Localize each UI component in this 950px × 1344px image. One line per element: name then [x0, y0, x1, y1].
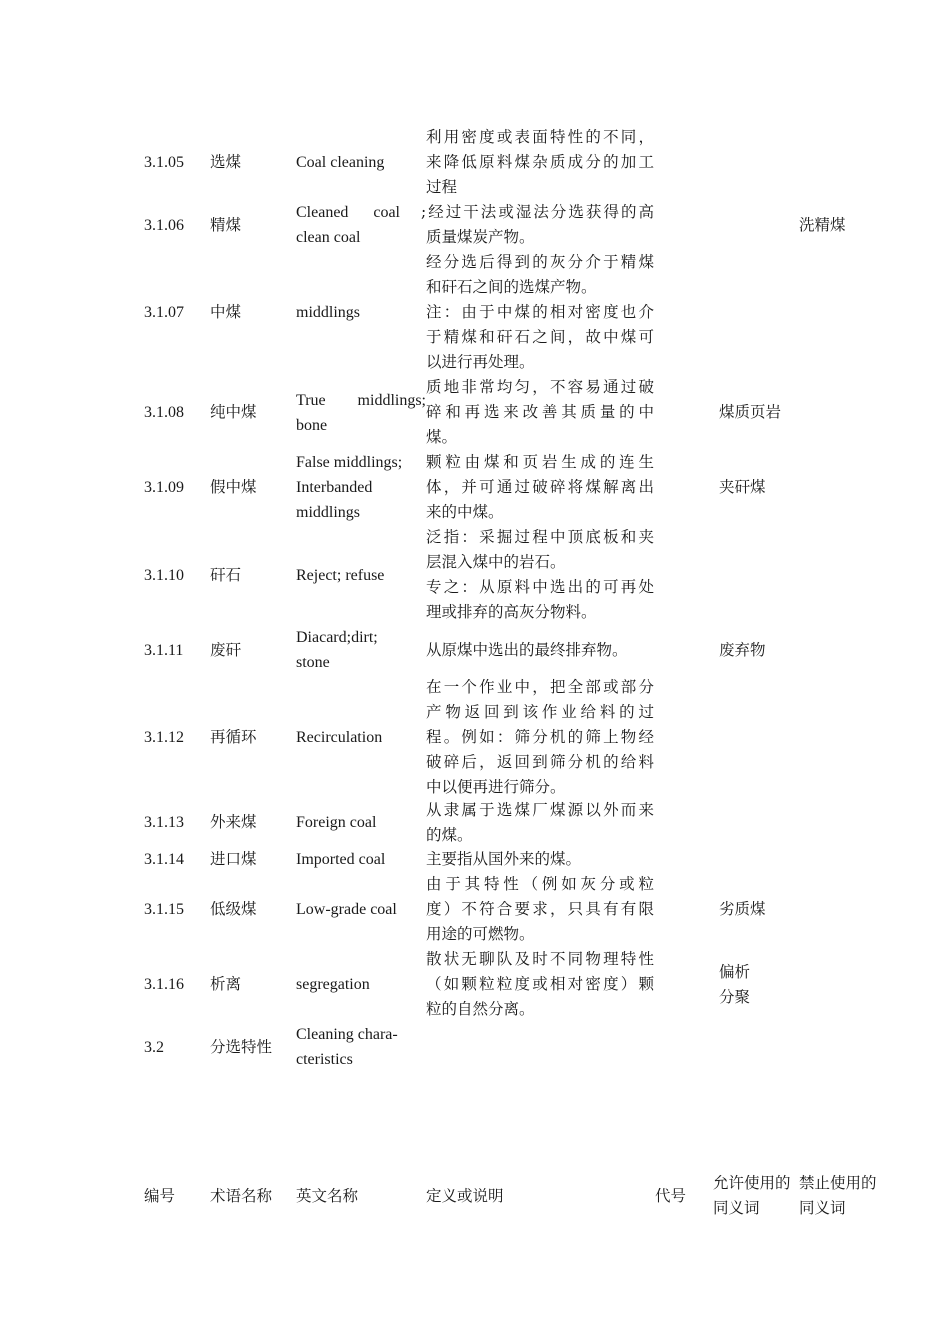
term-number: 3.1.13 — [144, 814, 184, 831]
forbidden-synonym: 洗精煤 — [799, 215, 846, 234]
term-name: 选煤 — [210, 153, 242, 171]
term-number: 3.1.08 — [144, 404, 184, 421]
definition: 利用密度或表面特性的不同， 来降低原料煤杂质成分的加工 过程 — [426, 128, 654, 196]
term-row-3-1-16 — [0, 947, 950, 1022]
definition: 由于其特性（例如灰分或粒 度）不符合要求，只具有有限 用途的可燃物。 — [426, 875, 654, 943]
header-number: 编号 — [144, 1186, 176, 1205]
term-row-3-1-09 — [0, 450, 950, 525]
header-code: 代号 — [655, 1186, 687, 1205]
allowed-synonym: 夹矸煤 — [719, 478, 766, 496]
allowed-synonym: 煤质页岩 — [719, 403, 782, 421]
english-name: Coal cleaning — [296, 154, 385, 171]
term-name: 析离 — [210, 975, 242, 993]
definition: 经分选后得到的灰分介于精煤 和矸石之间的选煤产物。 注：由于中煤的相对密度也介 于精煤和矸石之间，故中煤可 以进行再处理。 — [426, 253, 654, 371]
term-row-3-1-10 — [0, 525, 950, 625]
term-row-3-1-06 — [0, 200, 950, 250]
term-number: 3.1.06 — [144, 216, 184, 234]
english-name: Reject; refuse — [296, 566, 385, 584]
term-row-3-1-15 — [0, 872, 950, 947]
term-row-3-1-13 — [0, 800, 950, 845]
definition: 从原煤中选出的最终排弃物。 — [426, 640, 628, 659]
term-row-3-1-11 — [0, 625, 950, 675]
term-number: 3.2 — [144, 1038, 164, 1056]
term-row-3-1-05 — [0, 125, 950, 200]
header-allowed-synonyms: 允许使用的 同义词 — [713, 1174, 791, 1217]
term-number: 3.1.11 — [144, 641, 184, 659]
definition: 在一个作业中，把全部或部分 产物返回到该作业给料的过 程。例如：筛分机的筛上物经 破碎后，返回到筛分机的给料 中以便再进行筛分。 — [426, 678, 654, 796]
term-name: 中煤 — [210, 303, 242, 321]
term-number: 3.1.12 — [144, 729, 184, 746]
term-row-3-1-07 — [0, 250, 950, 375]
term-row-3-1-08 — [0, 375, 950, 450]
term-number: 3.1.07 — [144, 304, 184, 321]
term-number: 3.1.15 — [144, 901, 184, 918]
definition: 质地非常均匀，不容易通过破 碎和再选来改善其质量的中 煤。 — [426, 378, 654, 446]
term-row-3-1-14 — [0, 847, 950, 872]
english-name: Imported coal — [296, 851, 386, 868]
definition: 泛指：采掘过程中顶底板和夹 层混入煤中的岩石。 专之：从原料中选出的可再处 理或排弃的高灰分物料。 — [426, 528, 654, 621]
english-name: Diacard;dirt; stone — [296, 629, 378, 671]
term-name: 低级煤 — [210, 900, 257, 918]
term-number: 3.1.14 — [144, 851, 184, 868]
english-name: middlings — [296, 304, 361, 321]
term-name: 假中煤 — [210, 478, 257, 496]
header-english-name: 英文名称 — [296, 1186, 359, 1205]
term-row-3-2 — [0, 1022, 950, 1072]
allowed-synonym: 劣质煤 — [719, 900, 766, 918]
term-name: 外来煤 — [210, 813, 257, 831]
english-name: Low-grade coal — [296, 901, 397, 918]
allowed-synonym: 偏析 分聚 — [719, 962, 751, 1006]
term-name: 矸石 — [210, 565, 242, 584]
english-name: Cleaned coal clean coal — [296, 204, 400, 246]
definition: 从隶属于选煤厂煤源以外而来 的煤。 — [426, 800, 654, 844]
term-name: 分选特性 — [210, 1037, 273, 1056]
english-name: Recirculation — [296, 729, 383, 746]
definition: 颗粒由煤和页岩生成的连生 体，并可通过破碎将煤解离出 来的中煤。 — [426, 453, 654, 521]
allowed-synonym: 废弃物 — [719, 640, 766, 659]
term-number: 3.1.10 — [144, 566, 184, 584]
term-name: 再循环 — [210, 728, 257, 746]
term-name: 进口煤 — [210, 850, 257, 868]
term-name: 废矸 — [210, 640, 242, 659]
term-number: 3.1.09 — [144, 479, 184, 496]
term-name: 纯中煤 — [210, 403, 257, 421]
english-name: Foreign coal — [296, 814, 377, 831]
english-name: Cleaning chara- cteristics — [296, 1026, 398, 1068]
definition: 主要指从国外来的煤。 — [426, 850, 582, 868]
term-name: 精煤 — [210, 215, 242, 234]
term-number: 3.1.05 — [144, 154, 184, 171]
english-name: segregation — [296, 976, 370, 993]
definition: 散状无聊队及时不同物理特性 （如颗粒粒度或相对密度）颗 粒的自然分离。 — [426, 950, 654, 1018]
english-name: True middlings; bone — [296, 391, 426, 434]
header-term-name: 术语名称 — [210, 1186, 273, 1205]
header-forbidden-synonyms: 禁止使用的 同义词 — [799, 1174, 877, 1217]
term-row-3-1-12 — [0, 675, 950, 800]
definition: ;经过干法或湿法分选获得的高 质量煤炭产物。 — [421, 203, 654, 246]
table-header-row — [0, 1171, 950, 1221]
english-name: False middlings; Interbanded middlings — [296, 454, 403, 521]
header-definition: 定义或说明 — [426, 1186, 504, 1205]
term-number: 3.1.16 — [144, 976, 184, 993]
